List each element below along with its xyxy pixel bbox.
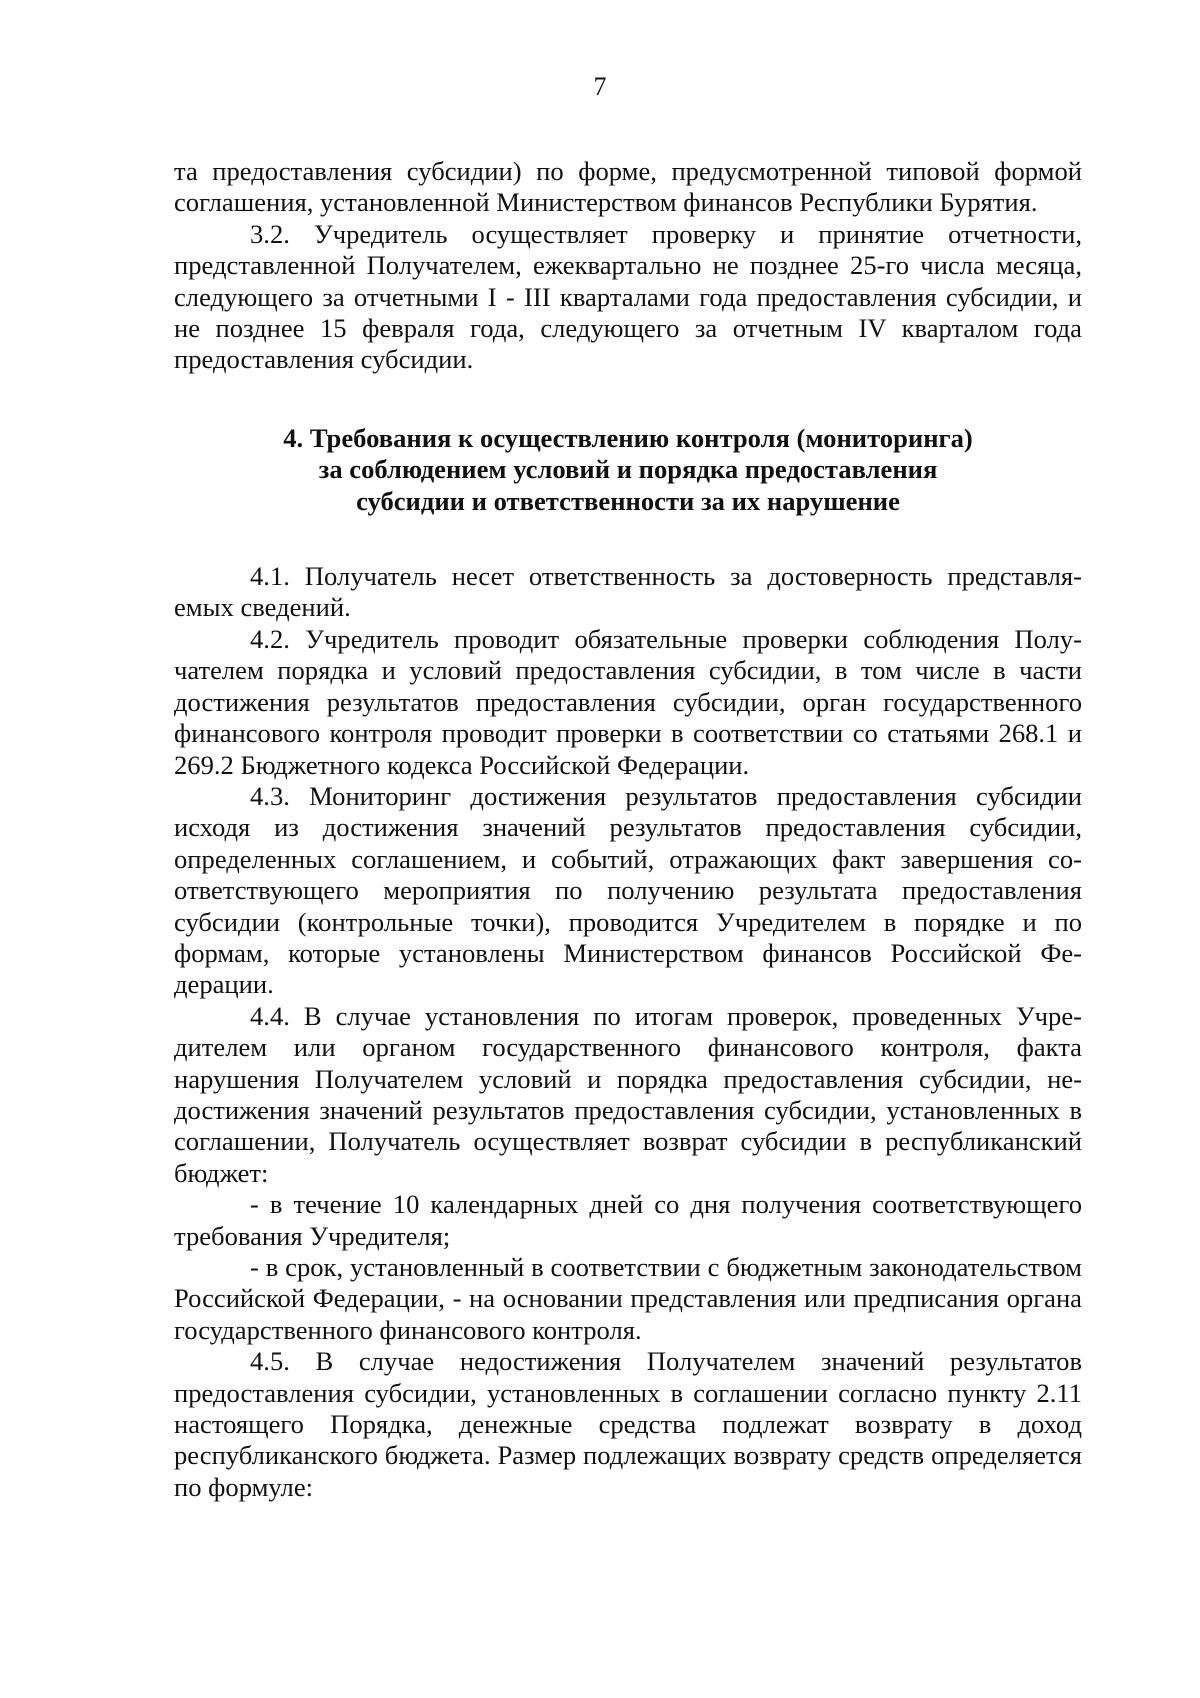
paragraph-4-5: 4.5. В случае недостижения Получателем значений результатов предоставления субсидии, установленных в соглашении согласно пункту 2.11 настоящего Порядка, денежные средства подлежат возврату в доход республиканского бюджета. Размер подлежащих возврату средств определяется по формуле: (174, 1346, 1082, 1502)
document-body (174, 156, 1082, 1503)
paragraph-4-2: 4.2. Учредитель проводит обязательные проверки соблюдения Получателем порядка и условий предоставления субсидии, в том числе в части достижения результатов предоставления субсидии, орган государственного финансового контроля проводит проверки в соответствии со статьями 268.1 и 269.2 Бюджетного кодекса Российской Федерации. (174, 623, 1082, 780)
section-4-heading-line-1: 4. Требования к осуществлению контроля (мониторинга) (283, 422, 973, 453)
page-number: 7 (593, 72, 607, 101)
paragraph-4-4: 4.4. В случае установления по итогам проверок, проведенных Учредителем или органом государственного финансового контроля, факта нарушения Получателем условий и порядка предоставления субсидии, недостижения значений результатов предоставления субсидии, установленных в соглашении, Получатель осуществляет возврат субсидии в республиканский бюджет: (174, 1000, 1082, 1188)
paragraph-4-3: 4.3. Мониторинг достижения результатов предоставления субсидии исходя из достижения значений результатов предоставления субсидии, определенных соглашением, и событий, отражающих факт завершения соответствующего мероприятия по получению результата предоставления субсидии (контрольные точки), проводится Учредителем в порядке и по формам, которые установлены Министерством финансов Российской Федерации. (174, 780, 1082, 1000)
section-4-heading (174, 423, 1082, 517)
paragraph-3-2: 3.2. Учредитель осуществляет проверку и принятие отчетности, представленной Получателем, ежеквартально не позднее 25-го числа месяца, следующего за отчетными I - III кварталами года предоставления субсидии, и не позднее 15 февраля года, следующего за отчетным IV кварталом года предоставления субсидии. (174, 218, 1082, 375)
paragraph-4-4-item-b: - в срок, установленный в соответствии с бюджетным законодательством Российской Федерации, - на основании представления или предписания органа государственного финансового контроля. (174, 1252, 1082, 1345)
paragraph-continuation: та предоставления субсидии) по форме, предусмотренной типовой формой соглашения, установленной Министерством финансов Республики Бурятия. (174, 156, 1082, 218)
section-4-heading-line-2: за соблюдением условий и порядка предоставления (318, 454, 938, 485)
paragraph-4-1: 4.1. Получатель несет ответственность за достоверность представляемых сведений. (174, 561, 1082, 623)
paragraph-4-4-item-a: - в течение 10 календарных дней со дня получения соответствующего требования Учредителя; (174, 1189, 1082, 1251)
section-4-heading-line-3: субсидии и ответственности за их нарушение (356, 485, 900, 516)
